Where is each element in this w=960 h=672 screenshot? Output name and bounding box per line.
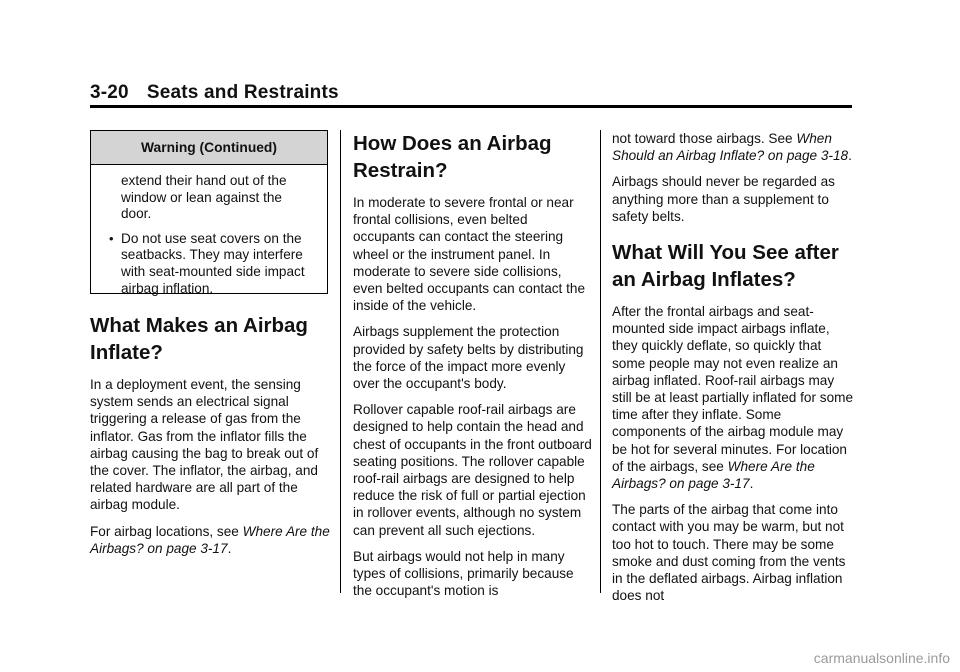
column-2 [353,130,593,608]
cross-ref-where-are-airbags: Where Are the Airbags? on page 3-17 [90,523,330,556]
warning-box [90,130,328,294]
header-rule [90,105,852,108]
warning-continued-text: extend their hand out of the window or lean against the door. [121,173,287,222]
heading-what-will-you-see: What Will You See after an Airbag Inflates? [612,241,839,292]
column-1 [90,312,330,566]
warning-body [91,165,327,297]
column-divider-1 [340,130,341,593]
column-3 [612,130,854,613]
col1-p2-end: . [227,540,232,556]
warning-title: Warning (Continued) [91,131,327,165]
col3-paragraph-1 [612,130,854,164]
col2-paragraph-4: But airbags would not help in many types of collisions, primarily because the occupant's motion is [353,548,574,599]
watermark-text: carmanualsonline.info [813,650,950,666]
col3-p1-text: not toward those airbags. See [612,131,797,146]
col3-paragraph-4: The parts of the airbag that come into contact with you may be warm, but not too hot to touch. There may be some smoke and dust coming from the vents in the deflated airbags. Airbag inflation does not [612,502,846,604]
section-title: Seats and Restraints [146,82,339,103]
col2-paragraph-2: Airbags supplement the protection provided by safety belts by distributing the force of the impact more evenly over the occupant's body. [353,324,584,392]
col2-paragraph-3: Rollover capable roof-rail airbags are designed to help contain the head and chest of occupants in the front outboard seating positions. The rollover capable roof-rail airbags are designed to help reduce the risk of full or partial ejection in rollover events, although no system can prevent all such ejections. [353,402,592,538]
col3-p3-end: . [749,476,754,492]
warning-bullet-item [103,231,315,297]
col1-paragraph-1: In a deployment event, the sensing system sends an electrical signal triggering a release of gas from the inflator. Gas from the inflator fills the airbag causing the bag to break out of the cover. The inflator, the airbag, and related hardware are all part of the airbag module. [90,377,319,513]
column-divider-2 [600,130,601,593]
col3-p3-text: After the frontal airbags and seat-mounted side impact airbags inflate, they quickly deflate, so quickly that some people may not even realize an airbag inflated. Roof-rail airbags may still be at least partially inflated for some time after they inflate. Some components of the airbag module may be hot for several minutes. For location of the airbags, see [612,304,854,474]
bullet-icon: • [109,230,114,246]
col3-p1-end: . [848,148,852,164]
page-number: 3-20 [90,82,129,103]
col2-paragraph-1: In moderate to severe frontal or near frontal collisions, even belted occupants can contact the steering wheel or the instrument panel. In moderate to severe side collisions, even belted occupants can contact the inside of the vehicle. [353,195,586,314]
col1-p2-text: For airbag locations, see [90,523,243,539]
col3-paragraph-2: Airbags should never be regarded as anything more than a supplement to safety belts. [612,174,835,224]
cross-ref-where-are-airbags-2: Where Are the Airbags? on page 3-17 [612,458,815,492]
col3-paragraph-3 [612,303,854,492]
warning-bullet-list [109,230,315,297]
heading-what-makes-airbag-inflate: What Makes an Airbag Inflate? [90,314,308,364]
heading-how-does-airbag-restrain: How Does an Airbag Restrain? [353,132,552,182]
warning-bullet-text: Do not use seat covers on the seatbacks. They may interfere with seat-mounted side impact airbag inflation. [121,230,305,296]
cross-ref-when-should-airbag-inflate: When Should an Airbag Inflate? on page 3-18 [612,131,849,164]
col1-paragraph-2 [90,523,330,557]
page-header [90,82,339,104]
